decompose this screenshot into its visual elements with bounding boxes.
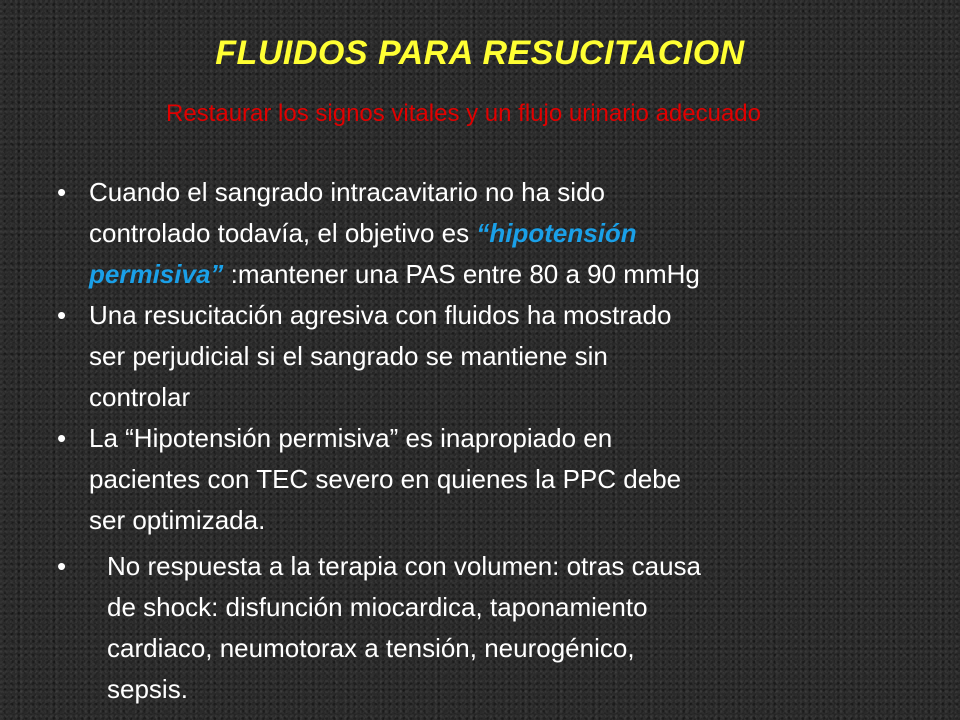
bullet-line: ser perjudicial si el sangrado se mantiene sin [89, 341, 608, 371]
bullet-text [89, 295, 917, 418]
bullet-text [89, 172, 917, 295]
bullet-dot: • [57, 177, 67, 207]
bullet-line: Una resucitación agresiva con fluidos ha mostrado [89, 300, 672, 330]
bullet-line: cardiaco, neumotorax a tensión, neurogénico, [107, 633, 635, 663]
bullet-line-text: controlado todavía, el objetivo es [89, 218, 477, 248]
bullet-dot: • [57, 300, 67, 330]
slide-title: FLUIDOS PARA RESUCITACION [215, 34, 745, 72]
bullet-line: de shock: disfunción miocardica, taponamiento [107, 592, 648, 622]
emphasis-text: “hipotensión [476, 218, 637, 248]
bullet-line: La “Hipotensión permisiva” es inapropiado en [89, 423, 613, 453]
bullet-line: pacientes con TEC severo en quienes la PPC debe [89, 464, 682, 494]
bullet-line: No respuesta a la terapia con volumen: otras causa [107, 551, 702, 581]
bullet-line: Cuando el sangrado intracavitario no ha sido [89, 177, 606, 207]
bullet-line: sepsis. [107, 674, 188, 704]
bullet-line-text: :mantener una PAS entre 80 a 90 mmHg [223, 259, 700, 289]
bullet-line: controlar [89, 382, 191, 412]
bullet-dot: • [57, 551, 67, 581]
bullet-text [89, 418, 917, 541]
bullet-text [107, 546, 917, 710]
bullet-dot: • [57, 423, 67, 453]
bullet-line: ser optimizada. [89, 505, 266, 535]
bullet-line [89, 213, 917, 254]
bullet-line [89, 254, 917, 295]
slide-subtitle: Restaurar los signos vitales y un flujo urinario adecuado [166, 100, 761, 127]
emphasis-text: permisiva” [89, 259, 224, 289]
